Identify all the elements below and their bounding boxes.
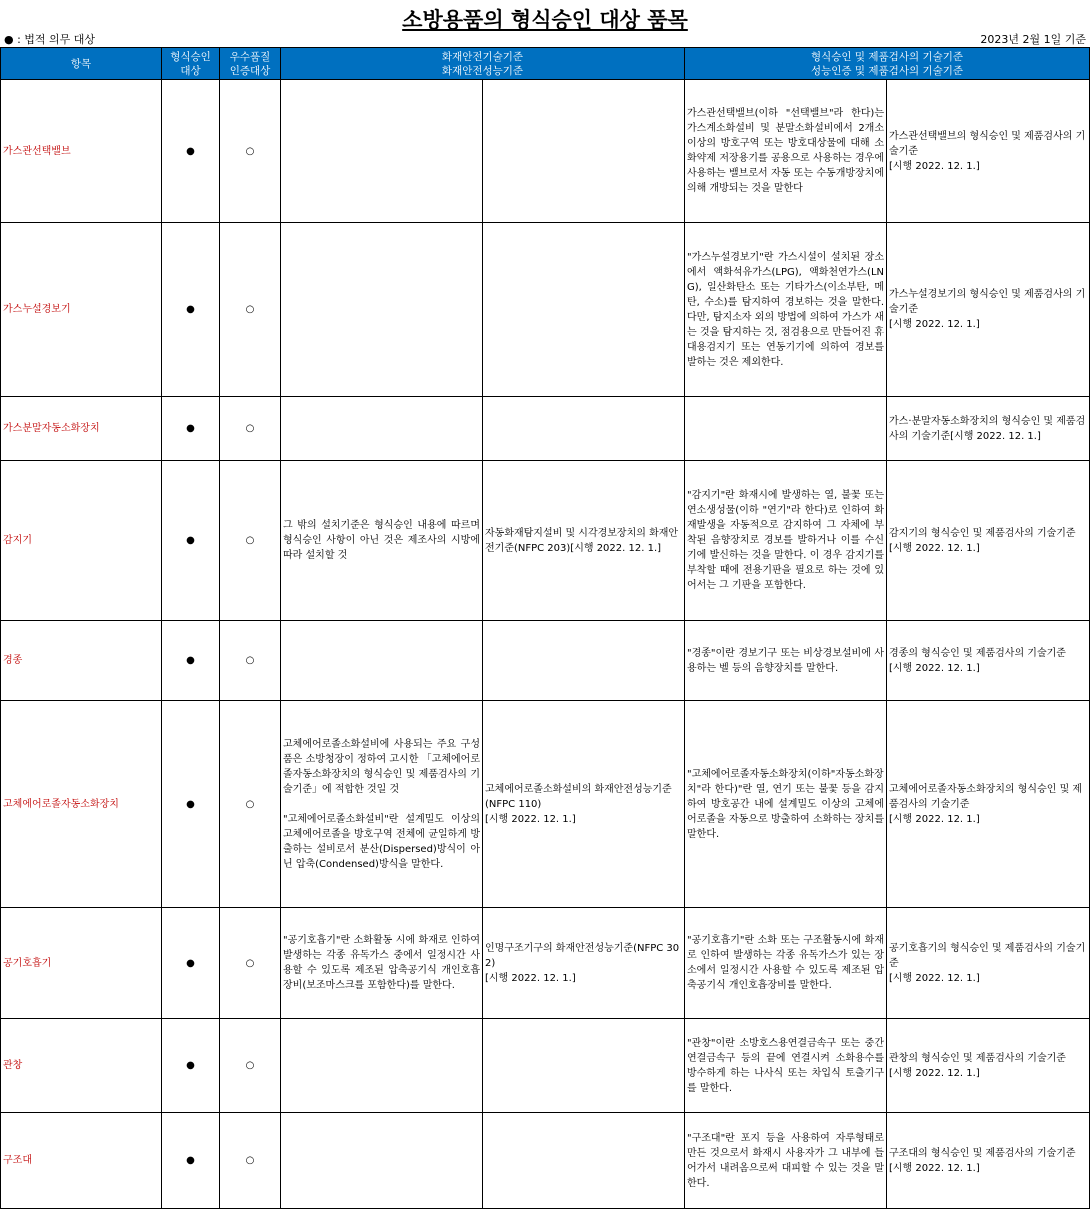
row-fire-standard-ref: [483, 1113, 685, 1209]
row-fire-standard-text: [281, 80, 483, 223]
row-tech-standard-text: "감지기"란 화재시에 발생하는 열, 불꽃 또는 연소생성물(이하 "연기"라 한다)로 인하여 화재발생을 자동적으로 감지하여 그 자체에 부착된 음향장치로 경보를 발하거나 이를 수신기에 발신하는 것을 말한다. 이 경우 감지기를 부착할 때에 전용기판을 필요로 하는 것에 있어서는 그 기판을 포함한다.: [685, 461, 887, 621]
approval-items-table: [0, 47, 1090, 1209]
row-quality-cert-mark: ○: [220, 397, 281, 461]
table-row: [1, 1113, 1090, 1209]
table-row: [1, 908, 1090, 1019]
row-fire-standard-ref: [483, 621, 685, 701]
table-row: [1, 1019, 1090, 1113]
row-fire-standard-ref: [483, 1019, 685, 1113]
row-item-name: 가스관선택밸브: [1, 80, 162, 223]
row-tech-standard-text: "관창"이란 소방호스용연결금속구 또는 중간연결금속구 등의 끝에 연결시켜 소화용수를 방수하게 하는 나사식 또는 차입식 토출기구를 말한다.: [685, 1019, 887, 1113]
table-header-row: [1, 48, 1090, 80]
row-fire-standard-text: [281, 397, 483, 461]
row-item-name: 구조대: [1, 1113, 162, 1209]
row-quality-cert-mark: ○: [220, 1113, 281, 1209]
row-tech-standard-ref: 가스관선택밸브의 형식승인 및 제품검사의 기술기준 [시행 2022. 12. 1.]: [887, 80, 1090, 223]
row-type-approval-mark: ●: [162, 1019, 220, 1113]
row-type-approval-mark: ●: [162, 397, 220, 461]
row-tech-standard-text: "구조대"란 포지 등을 사용하여 자루형태로 만든 것으로서 화재시 사용자가 그 내부에 들어가서 내려옴으로써 대피할 수 있는 것을 말한다.: [685, 1113, 887, 1209]
row-tech-standard-ref: 가스누설경보기의 형식승인 및 제품검사의 기술기준 [시행 2022. 12. 1.]: [887, 223, 1090, 397]
header-quality-cert: 우수품질 인증대상: [220, 48, 281, 80]
legend-note: ● : 법적 의무 대상: [4, 33, 96, 46]
row-type-approval-mark: ●: [162, 621, 220, 701]
row-fire-standard-ref: [483, 80, 685, 223]
row-tech-standard-text: "가스누설경보기"란 가스시설이 설치된 장소에서 액화석유가스(LPG), 액화천연가스(LNG), 일산화탄소 또는 기타가스(이소부탄, 메탄, 수소)를 탐지하여 경보하는 것을 말한다. 다만, 탐지소자 외의 방법에 의하여 가스가 새는 것을 탐지하는 것, 점검용으로 만들어진 휴대용검지기 또는 연동기기에 의하여 경보를 발하는 것은 제외한다.: [685, 223, 887, 397]
row-fire-standard-ref: [483, 223, 685, 397]
table-row: [1, 461, 1090, 621]
table-row: [1, 621, 1090, 701]
table-row: [1, 397, 1090, 461]
row-quality-cert-mark: ○: [220, 80, 281, 223]
row-fire-standard-ref: [483, 397, 685, 461]
row-fire-standard-text: 그 밖의 설치기준은 형식승인 내용에 따르며 형식승인 사항이 아닌 것은 제조사의 시방에 따라 설치할 것: [281, 461, 483, 621]
row-fire-standard-text: [281, 1019, 483, 1113]
row-fire-standard-text: "공기호흡기"란 소화활동 시에 화재로 인하여 발생하는 각종 유독가스 중에서 일정시간 사용할 수 있도록 제조된 압축공기식 개인호흡장비(보조마스크를 포함한다)를 말한다.: [281, 908, 483, 1019]
header-fire-safety-standard: 화재안전기술기준 화재안전성능기준: [281, 48, 685, 80]
row-fire-standard-ref: 인명구조기구의 화재안전성능기준(NFPC 302) [시행 2022. 12. 1.]: [483, 908, 685, 1019]
row-quality-cert-mark: ○: [220, 621, 281, 701]
row-item-name: 가스누설경보기: [1, 223, 162, 397]
row-tech-standard-text: [685, 397, 887, 461]
row-tech-standard-ref: 감지기의 형식승인 및 제품검사의 기술기준 [시행 2022. 12. 1.]: [887, 461, 1090, 621]
row-tech-standard-ref: 구조대의 형식승인 및 제품검사의 기술기준 [시행 2022. 12. 1.]: [887, 1113, 1090, 1209]
row-type-approval-mark: ●: [162, 223, 220, 397]
row-fire-standard-text: [281, 223, 483, 397]
row-type-approval-mark: ●: [162, 701, 220, 908]
row-tech-standard-ref: 경종의 형식승인 및 제품검사의 기술기준 [시행 2022. 12. 1.]: [887, 621, 1090, 701]
row-tech-standard-text: "경종"이란 경보기구 또는 비상경보설비에 사용하는 벨 등의 음향장치를 말한다.: [685, 621, 887, 701]
row-item-name: 감지기: [1, 461, 162, 621]
row-quality-cert-mark: ○: [220, 1019, 281, 1113]
row-fire-standard-ref: 고체에어로졸소화설비의 화재안전성능기준(NFPC 110) [시행 2022. 12. 1.]: [483, 701, 685, 908]
row-fire-standard-text: [281, 621, 483, 701]
row-item-name: 관창: [1, 1019, 162, 1113]
row-item-name: 공기호흡기: [1, 908, 162, 1019]
row-tech-standard-text: "고체에어로졸자동소화장치(이하"자동소화장치"라 한다)"란 열, 연기 또는 불꽃 등을 감지하여 방호공간 내에 설계밀도 이상의 고체에어로졸을 자동으로 방출하여 소화하는 장치를 말한다.: [685, 701, 887, 908]
row-quality-cert-mark: ○: [220, 908, 281, 1019]
base-date: 2023년 2월 1일 기준: [980, 33, 1086, 46]
row-fire-standard-text: 고체에어로졸소화설비에 사용되는 주요 구성품은 소방청장이 정하여 고시한 「고체에어로졸자동소화장치의 형식승인 및 제품검사의 기술기준」에 적합한 것일 것 "고체에어로졸소화설비"란 설계밀도 이상의 고체에어로졸을 방호구역 전체에 균일하게 방출하는 설비로서 분산(Dispersed)방식이 아닌 압축(Condensed)방식을 말한다.: [281, 701, 483, 908]
row-tech-standard-ref: 가스·분말자동소화장치의 형식승인 및 제품검사의 기술기준[시행 2022. 12. 1.]: [887, 397, 1090, 461]
row-quality-cert-mark: ○: [220, 223, 281, 397]
header-item: 항목: [1, 48, 162, 80]
row-item-name: 경종: [1, 621, 162, 701]
row-tech-standard-text: "공기호흡기"란 소화 또는 구조활동시에 화재로 인하여 발생하는 각종 유독가스가 있는 장소에서 일정시간 사용할 수 있도록 제조된 압축공기식 개인호흡장비를 말한다.: [685, 908, 887, 1019]
row-item-name: 고체에어로졸자동소화장치: [1, 701, 162, 908]
row-fire-standard-text: [281, 1113, 483, 1209]
row-tech-standard-ref: 관창의 형식승인 및 제품검사의 기술기준 [시행 2022. 12. 1.]: [887, 1019, 1090, 1113]
table-row: [1, 701, 1090, 908]
row-type-approval-mark: ●: [162, 1113, 220, 1209]
page-title: 소방용품의 형식승인 대상 품목: [402, 8, 688, 32]
table-row: [1, 223, 1090, 397]
row-quality-cert-mark: ○: [220, 461, 281, 621]
row-tech-standard-text: 가스관선택밸브(이하 "선택밸브"라 한다)는 가스계소화설비 및 분말소화설비에서 2개소 이상의 방호구역 또는 방호대상물에 대해 소화약제 저장용기를 공용으로 사용하는 경우에 사용하는 밸브로서 자동 또는 수동개방장치에 의해 개방되는 것을 말한다: [685, 80, 887, 223]
row-fire-standard-ref: 자동화재탐지설비 및 시각경보장치의 화재안전기준(NFPC 203)[시행 2022. 12. 1.]: [483, 461, 685, 621]
row-item-name: 가스분말자동소화장치: [1, 397, 162, 461]
table-row: [1, 80, 1090, 223]
row-tech-standard-ref: 공기호흡기의 형식승인 및 제품검사의 기술기준 [시행 2022. 12. 1.]: [887, 908, 1090, 1019]
header-type-approval: 형식승인 대상: [162, 48, 220, 80]
row-tech-standard-ref: 고체에어로졸자동소화장치의 형식승인 및 제품검사의 기술기준 [시행 2022. 12. 1.]: [887, 701, 1090, 908]
row-type-approval-mark: ●: [162, 908, 220, 1019]
row-type-approval-mark: ●: [162, 80, 220, 223]
row-type-approval-mark: ●: [162, 461, 220, 621]
row-quality-cert-mark: ○: [220, 701, 281, 908]
header-technical-standard: 형식승인 및 제품검사의 기술기준 성능인증 및 제품검사의 기술기준: [685, 48, 1090, 80]
